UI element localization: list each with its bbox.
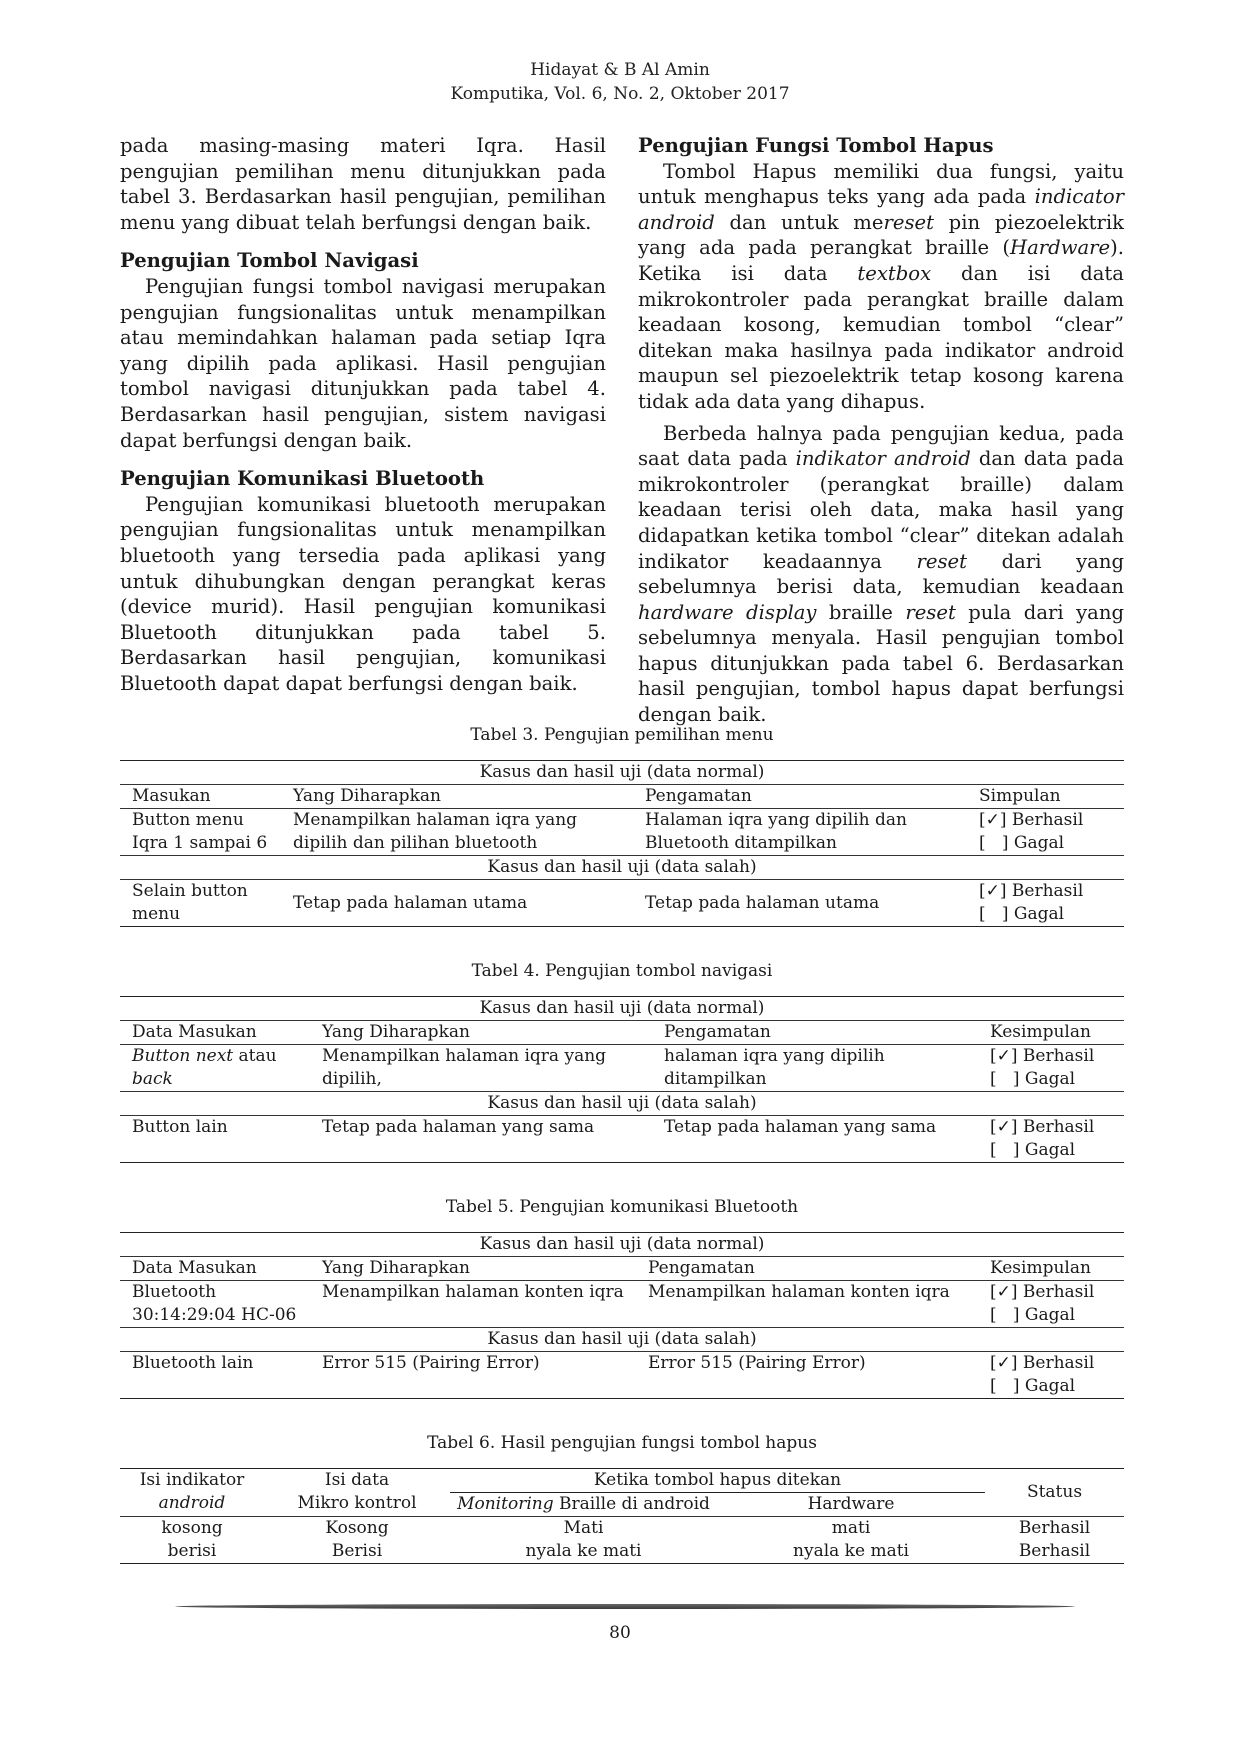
table-row: berisi Berisi nyala ke mati nyala ke mati Berhasil [120,1540,1124,1564]
table-caption: Tabel 4. Pengujian tombol navigasi [471,961,773,981]
section-heading-bluetooth: Pengujian Komunikasi Bluetooth [120,467,485,491]
paragraph: Tombol Hapus memiliki dua fungsi, yaitu untuk menghapus teks yang ada pada indicator android dan untuk mereset pin piezoelektrik yang ada pada perangkat braille (Hardware). Ketika isi data textbox dan isi data mikrokontroler pada perangkat braille dalam keadaan kosong, kemudian tombol “clear” ditekan maka hasilnya pada indikator android maupun sel piezoelektrik tetap kosong karena tidak ada data yang dihapus. [638,159,1124,413]
table-caption: Tabel 3. Pengujian pemilihan menu [470,725,774,745]
table-5 [120,1232,1124,1399]
right-column [638,133,1124,728]
table-row: Selain button menu Tetap pada halaman utama Tetap pada halaman utama [✓] Berhasil [ ] Gagal [120,880,1124,927]
left-column [120,133,606,696]
table-header-row: Data Masukan Yang Diharapkan Pengamatan Kesimpulan [120,1021,1124,1045]
table-row: kosong Kosong Mati mati Berhasil [120,1517,1124,1541]
table-row: Button next atau back Menampilkan halaman iqra yang dipilih, halaman iqra yang dipilih ditampilkan [✓] Berhasil [ ] Gagal [120,1045,1124,1092]
table-caption: Tabel 5. Pengujian komunikasi Bluetooth [445,1197,799,1217]
table-header-row: Data Masukan Yang Diharapkan Pengamatan Kesimpulan [120,1257,1124,1281]
section-heading-hapus: Pengujian Fungsi Tombol Hapus [638,134,994,157]
table-section-header: Kasus dan hasil uji (data normal) [120,1233,1124,1257]
table-section-header: Kasus dan hasil uji (data normal) [120,997,1124,1021]
header-journal: Komputika, Vol. 6, No. 2, Oktober 2017 [450,84,790,104]
paragraph: Pengujian komunikasi bluetooth merupakan pengujian fungsionalitas untuk menampilkan bluetooth yang tersedia pada aplikasi yang untuk dihubungkan dengan perangkat keras (device murid). Hasil pengujian komunikasi Bluetooth ditunjukkan pada tabel 5. Berdasarkan hasil pengujian, komunikasi Bluetooth dapat dapat berfungsi dengan baik. [120,492,606,695]
footer-divider [175,1604,1075,1609]
paragraph: Berbeda halnya pada pengujian kedua, pada saat data pada indikator android dan data pada mikrokontroler (perangkat braille) dalam keadaan terisi oleh data, maka hasil yang didapatkan ketika tombol “clear” ditekan adalah indikator keadaannya reset dari yang sebelumnya berisi data, kemudian keadaan hardware display braille reset pula dari yang sebelumnya menyala. Hasil pengujian tombol hapus ditunjukkan pada tabel 6. Berdasarkan hasil pengujian, tombol hapus dapat berfungsi dengan baik. [638,421,1124,727]
table-row: Button lain Tetap pada halaman yang sama Tetap pada halaman yang sama [✓] Berhasil [ ] Gagal [120,1116,1124,1163]
header-authors: Hidayat & B Al Amin [530,60,710,80]
table-6 [120,1468,1124,1564]
table-group-header: Ketika tombol hapus ditekan [450,1469,985,1493]
table-header-row: Masukan Yang Diharapkan Pengamatan Simpulan [120,785,1124,809]
page-number: 80 [609,1623,631,1643]
table-3 [120,760,1124,927]
table-header-row: Isi indikator android Isi data Mikro kontrol Ketika tombol hapus ditekan Status [120,1469,1124,1493]
table-section-header: Kasus dan hasil uji (data salah) [120,1092,1124,1116]
paragraph: pada masing-masing materi Iqra. Hasil pengujian pemilihan menu ditunjukkan pada tabel 3. Berdasarkan hasil pengujian, pemilihan menu yang dibuat telah berfungsi dengan baik. [120,134,606,234]
paragraph: Pengujian fungsi tombol navigasi merupakan pengujian fungsionalitas untuk menampilkan atau memindahkan halaman pada setiap Iqra yang dipilih pada aplikasi. Hasil pengujian tombol navigasi ditunjukkan pada tabel 4. Berdasarkan hasil pengujian, sistem navigasi dapat berfungsi dengan baik. [120,274,606,452]
running-header [0,58,1240,106]
table-row: Bluetooth 30:14:29:04 HC-06 Menampilkan halaman konten iqra Menampilkan halaman konten iqra [✓] Berhasil [ ] Gagal [120,1281,1124,1328]
table-section-header: Kasus dan hasil uji (data salah) [120,1328,1124,1352]
section-heading-navigasi: Pengujian Tombol Navigasi [120,249,419,273]
table-caption: Tabel 6. Hasil pengujian fungsi tombol hapus [427,1433,817,1453]
table-row: Button menu Iqra 1 sampai 6 Menampilkan halaman iqra yang dipilih dan pilihan bluetooth Halaman iqra yang dipilih dan Bluetooth ditampilkan [✓] Berhasil [ ] Gagal [120,809,1124,856]
table-section-header: Kasus dan hasil uji (data salah) [120,856,1124,880]
table-section-header: Kasus dan hasil uji (data normal) [120,761,1124,785]
table-row: Bluetooth lain Error 515 (Pairing Error) Error 515 (Pairing Error) [✓] Berhasil [ ] Gagal [120,1352,1124,1399]
table-4 [120,996,1124,1163]
table-subheader-row: Monitoring Braille di android Hardware [457,1494,895,1514]
